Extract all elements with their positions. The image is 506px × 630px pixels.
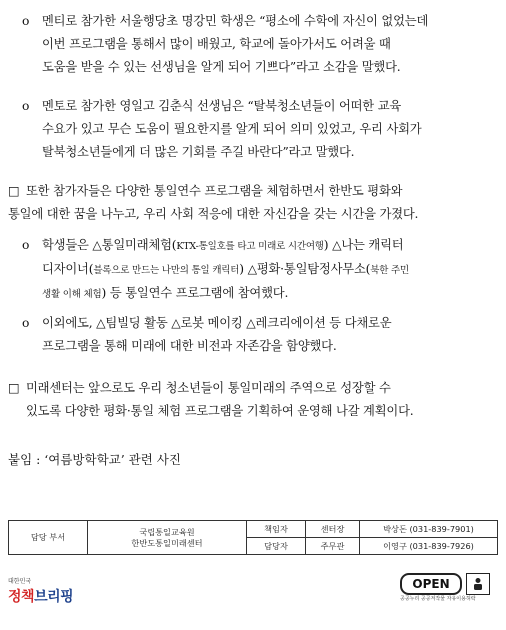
dept-name xyxy=(88,521,247,555)
person-icon xyxy=(466,573,490,595)
text-line: 통일에 대한 꿈을 나누고, 우리 사회 적응에 대한 자신감을 갖는 시간을 가졌다. xyxy=(8,207,419,221)
paragraph-participants xyxy=(8,180,496,226)
text-line xyxy=(42,282,492,306)
text-line: 탈북청소년들에게 더 많은 기회를 주길 바란다”라고 말했다. xyxy=(42,145,355,159)
policy-briefing-logo xyxy=(8,576,73,606)
text-segment: 디자이너( xyxy=(42,262,94,276)
bullet: o xyxy=(22,14,30,28)
attachment-note: 붙임 : ‘여름방학학교’ 관련 사진 xyxy=(8,452,181,467)
paragraph-mentee-comment xyxy=(22,10,492,79)
text-segment: ) △평화·통일탐정사무소( xyxy=(239,262,371,276)
text-line: 도움을 받을 수 있는 선생님을 알게 되어 기쁘다”라고 소감을 말했다. xyxy=(42,60,401,74)
text-line: 이외에도, △팀빌딩 활동 △로봇 메이킹 △레크리에이션 등 다채로운 xyxy=(42,316,392,330)
person-cell: 이영구 (031-839-7926) xyxy=(360,538,498,555)
logo-brand-part: 브리핑 xyxy=(34,589,74,605)
text-line: 멘티로 참가한 서울행당초 명강민 학생은 “평소에 수학에 자신이 없었는데 xyxy=(42,14,429,28)
contact-table xyxy=(8,520,498,555)
text-line xyxy=(42,234,492,258)
text-line: 있도록 다양한 평화·통일 체험 프로그램을 기획하여 운영해 나갈 계획이다. xyxy=(26,404,414,418)
kogl-open-license-logo xyxy=(400,573,496,601)
text-line: 멘토로 참가한 영일고 김춘식 선생님은 “탈북청소년들이 어떠한 교육 xyxy=(42,99,402,113)
logo-brand-part: 정책 xyxy=(8,589,35,605)
text-note: 북한 주민 xyxy=(370,265,409,276)
title-cell: 주무관 xyxy=(306,538,360,555)
role-cell: 책임자 xyxy=(247,521,306,538)
text-line: 이번 프로그램을 통해서 많이 배웠고, 학교에 돌아가서도 어려울 때 xyxy=(42,37,391,51)
person-cell: 박상돈 (031-839-7901) xyxy=(360,521,498,538)
logo-small-text: 대한민국 xyxy=(8,578,32,585)
text-line xyxy=(42,258,492,282)
bullet: o xyxy=(22,316,30,330)
text-note: 생활 이해 체험 xyxy=(42,289,102,300)
dept-label: 담당 부서 xyxy=(9,521,88,555)
text-line: 프로그램을 통해 미래에 대한 비전과 자존감을 함양했다. xyxy=(42,339,337,353)
dept-line: 국립통일교육원 xyxy=(139,526,195,537)
paragraph-mentor-comment xyxy=(22,95,492,164)
bullet: □ xyxy=(8,184,20,198)
text-line: 또한 참가자들은 다양한 통일연수 프로그램을 체험하면서 한반도 평화와 xyxy=(26,184,403,198)
title-cell: 센터장 xyxy=(306,521,360,538)
dept-line: 한반도통일미래센터 xyxy=(131,537,203,548)
text-segment: 학생들은 △통일미래체험( xyxy=(42,238,177,252)
logo-brand xyxy=(8,589,73,605)
paragraph-other-activities xyxy=(22,312,492,358)
text-segment: ) △나는 캐릭터 xyxy=(323,238,404,252)
paragraph-programs xyxy=(22,234,492,306)
role-cell: 담당자 xyxy=(247,538,306,555)
text-note: 블록으로 만드는 나만의 통일 캐릭터 xyxy=(93,265,240,276)
text-line: 수요가 있고 무슨 도움이 필요한지를 알게 되어 의미 있었고, 우리 사회가 xyxy=(42,122,422,136)
bullet: o xyxy=(22,99,30,113)
bullet: □ xyxy=(8,381,20,395)
text-segment: ) 등 통일연수 프로그램에 참여했다. xyxy=(101,286,289,300)
bullet: o xyxy=(22,238,30,252)
paragraph-future-plans xyxy=(8,377,496,423)
open-badge: OPEN xyxy=(400,573,462,595)
open-caption: 공공누리 공공저작물 자유이용허락 xyxy=(400,596,476,602)
text-note: KTX-통일호를 타고 미래로 시간여행 xyxy=(176,241,324,252)
text-line: 미래센터는 앞으로도 우리 청소년들이 통일미래의 주역으로 성장할 수 xyxy=(26,381,391,395)
